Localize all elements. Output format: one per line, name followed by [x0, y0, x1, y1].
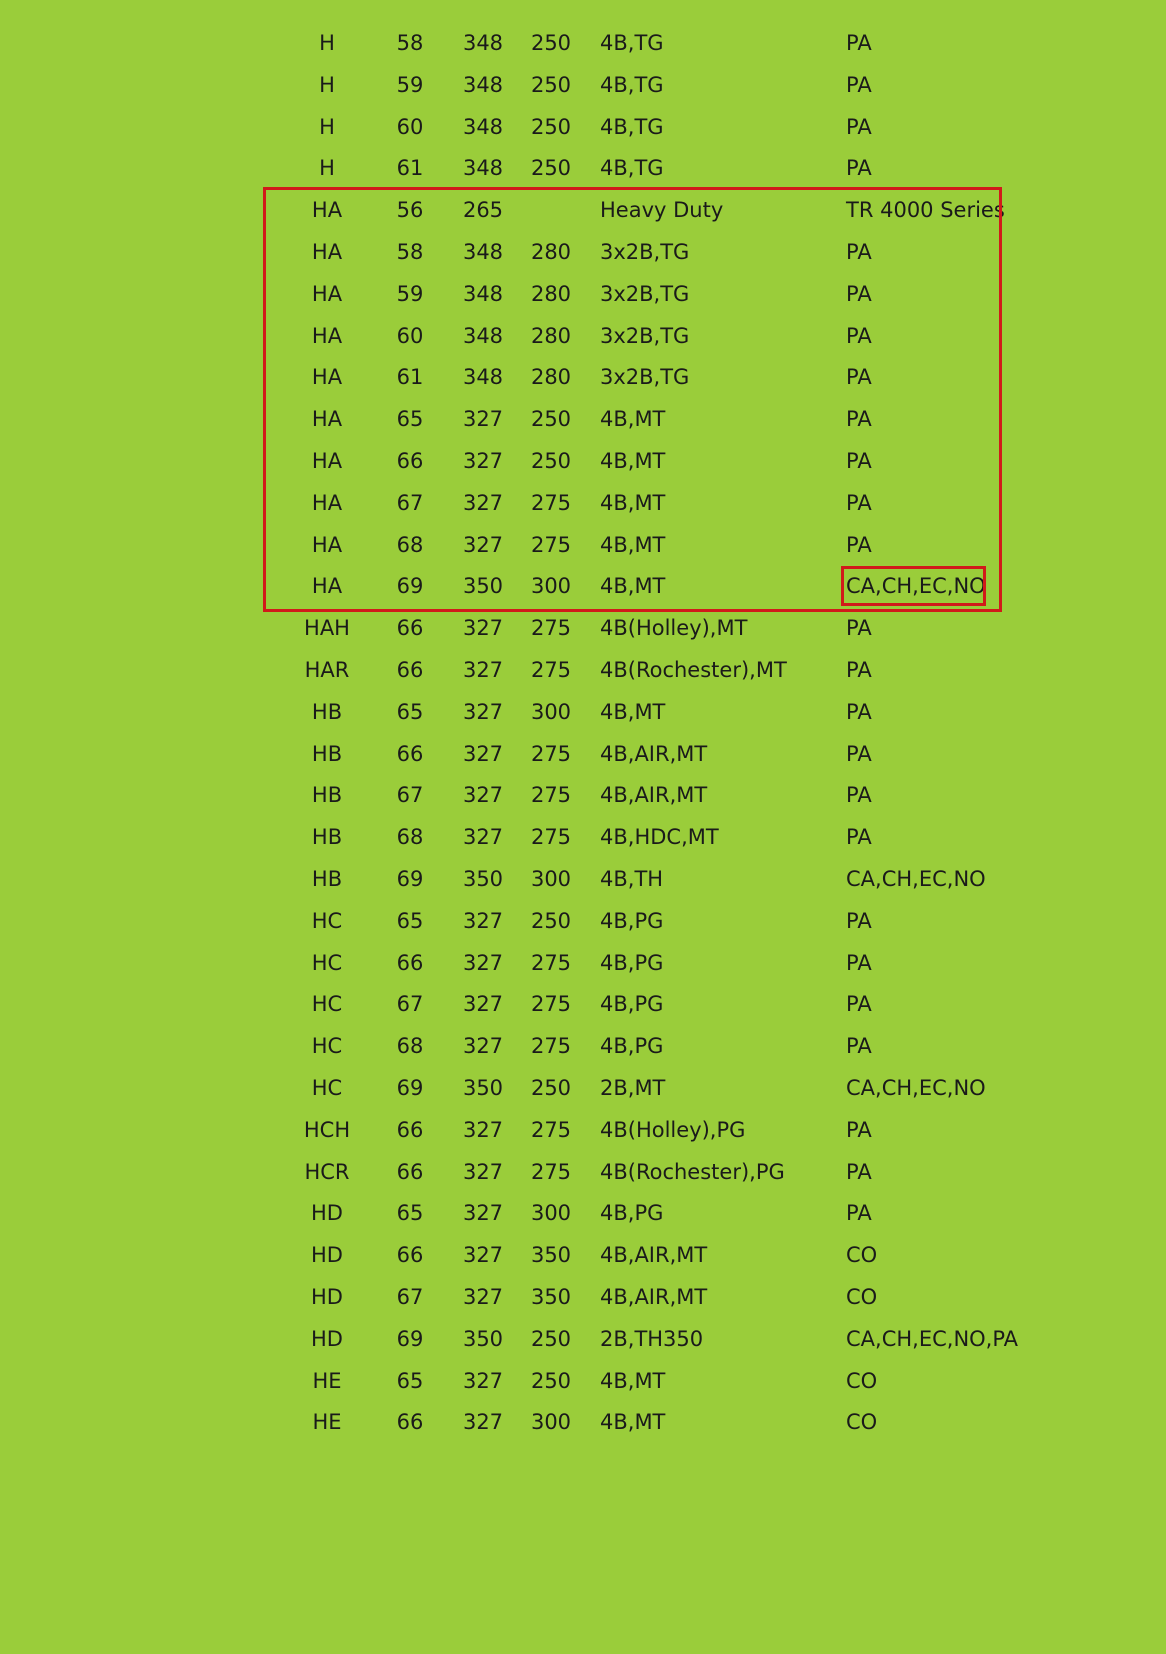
plant-cell: CO [846, 1284, 878, 1309]
engine-code-cell: H [319, 31, 335, 55]
table-row [0, 1193, 1166, 1235]
table-row [0, 1110, 1166, 1152]
engine-code-cell: HC [311, 950, 343, 975]
engine-code-cell: HA [311, 239, 343, 264]
table-row [0, 316, 1166, 358]
displacement-cell: 327 [462, 908, 504, 933]
description-cell: 4B,TH [600, 866, 664, 891]
year-cell: 66 [396, 1243, 424, 1268]
engine-code-cell: HE [312, 1410, 342, 1435]
year-cell: 60 [396, 114, 424, 139]
table-row [0, 23, 1166, 65]
engine-code-cell: HD [311, 1201, 343, 1226]
year-cell: 67 [396, 783, 424, 808]
table-row [0, 901, 1166, 943]
horsepower-cell: 350 [530, 1284, 572, 1309]
year-cell: 69 [396, 1075, 424, 1100]
description-cell: 4B,AIR,MT [600, 1243, 708, 1268]
table-row [0, 399, 1166, 441]
plant-cell: PA [846, 1159, 872, 1184]
plant-cell: CA,CH,EC,NO,PA [846, 1326, 1019, 1351]
horsepower-cell: 300 [530, 574, 572, 599]
plant-cell: PA [846, 1117, 872, 1142]
horsepower-cell: 250 [530, 1368, 572, 1393]
table-row [0, 107, 1166, 149]
plant-cell: PA [846, 783, 872, 808]
plant-cell: PA [846, 156, 872, 181]
year-cell: 65 [396, 908, 424, 933]
year-cell: 61 [396, 156, 424, 181]
table-row [0, 441, 1166, 483]
year-cell: 65 [396, 1368, 424, 1393]
engine-code-cell: HCR [304, 1159, 350, 1184]
displacement-cell: 327 [462, 616, 504, 641]
year-cell: 66 [396, 657, 424, 682]
displacement-cell: 350 [462, 1326, 504, 1351]
year-cell: 65 [396, 699, 424, 724]
description-cell: 4B,TG [600, 31, 664, 55]
plant-cell: PA [846, 407, 872, 432]
plant-cell: TR 4000 Series [846, 198, 1005, 223]
engine-code-cell: HD [311, 1284, 343, 1309]
displacement-cell: 265 [462, 198, 504, 223]
engine-code-cell: HAH [304, 616, 350, 641]
engine-code-cell: HB [311, 825, 343, 850]
plant-cell: PA [846, 657, 872, 682]
description-cell: 4B,PG [600, 992, 664, 1017]
displacement-cell: 327 [462, 490, 504, 515]
description-cell: 4B,TG [600, 114, 664, 139]
displacement-cell: 348 [462, 365, 504, 390]
displacement-cell: 327 [462, 1410, 504, 1435]
displacement-cell: 327 [462, 741, 504, 766]
description-cell: 4B,MT [600, 407, 666, 432]
displacement-cell: 327 [462, 1368, 504, 1393]
year-cell: 66 [396, 616, 424, 641]
displacement-cell: 327 [462, 1201, 504, 1226]
displacement-cell: 348 [462, 323, 504, 348]
engine-code-cell: H [319, 156, 335, 181]
engine-code-cell: HA [311, 574, 343, 599]
horsepower-cell: 300 [530, 1410, 572, 1435]
horsepower-cell: 275 [530, 1117, 572, 1142]
year-cell: 69 [396, 574, 424, 599]
table-row [0, 692, 1166, 734]
horsepower-cell: 250 [530, 448, 572, 473]
displacement-cell: 348 [462, 281, 504, 306]
displacement-cell: 348 [462, 114, 504, 139]
horsepower-cell: 275 [530, 741, 572, 766]
displacement-cell: 350 [462, 866, 504, 891]
horsepower-cell: 350 [530, 1243, 572, 1268]
table-row [0, 65, 1166, 107]
displacement-cell: 327 [462, 699, 504, 724]
description-cell: 4B,MT [600, 490, 666, 515]
plant-cell: PA [846, 365, 872, 390]
description-cell: 4B,AIR,MT [600, 1284, 708, 1309]
engine-code-cell: HC [311, 992, 343, 1017]
description-cell: 4B,PG [600, 908, 664, 933]
description-cell: 4B,HDC,MT [600, 825, 719, 850]
description-cell: 4B,AIR,MT [600, 783, 708, 808]
horsepower-cell: 250 [530, 31, 572, 55]
description-cell: 4B,AIR,MT [600, 741, 708, 766]
table-row [0, 1402, 1166, 1444]
description-cell: 4B,TG [600, 72, 664, 97]
plant-cell: PA [846, 532, 872, 557]
horsepower-cell: 280 [530, 365, 572, 390]
description-cell: 3x2B,TG [600, 239, 690, 264]
horsepower-cell: 250 [530, 908, 572, 933]
horsepower-cell: 300 [530, 699, 572, 724]
plant-cell: PA [846, 31, 872, 55]
table-row [0, 566, 1166, 608]
year-cell: 66 [396, 1410, 424, 1435]
engine-code-cell: HD [311, 1243, 343, 1268]
year-cell: 67 [396, 490, 424, 515]
displacement-cell: 327 [462, 1034, 504, 1059]
engine-code-cell: HE [312, 1368, 342, 1393]
year-cell: 68 [396, 532, 424, 557]
displacement-cell: 327 [462, 825, 504, 850]
horsepower-cell: 275 [530, 992, 572, 1017]
engine-code-cell: HAR [304, 657, 350, 682]
description-cell: 4B,MT [600, 1410, 666, 1435]
description-cell: 4B,MT [600, 699, 666, 724]
table-row [0, 734, 1166, 776]
description-cell: 3x2B,TG [600, 323, 690, 348]
description-cell: 4B,TG [600, 156, 664, 181]
engine-code-cell: HB [311, 783, 343, 808]
horsepower-cell: 250 [530, 1326, 572, 1351]
year-cell: 68 [396, 825, 424, 850]
horsepower-cell: 275 [530, 532, 572, 557]
engine-code-cell: HC [311, 1034, 343, 1059]
engine-code-cell: HCH [303, 1117, 351, 1142]
horsepower-cell: 275 [530, 1159, 572, 1184]
plant-cell: PA [846, 908, 872, 933]
year-cell: 66 [396, 448, 424, 473]
horsepower-cell: 250 [530, 72, 572, 97]
plant-cell: PA [846, 490, 872, 515]
year-cell: 65 [396, 407, 424, 432]
table-row [0, 1319, 1166, 1361]
horsepower-cell: 250 [530, 1075, 572, 1100]
plant-cell: PA [846, 281, 872, 306]
year-cell: 67 [396, 1284, 424, 1309]
plant-cell: CO [846, 1368, 878, 1393]
year-cell: 66 [396, 950, 424, 975]
displacement-cell: 348 [462, 239, 504, 264]
horsepower-cell: 275 [530, 783, 572, 808]
plant-cell: PA [846, 825, 872, 850]
table-row [0, 608, 1166, 650]
displacement-cell: 327 [462, 1243, 504, 1268]
engine-code-cell: HC [311, 1075, 343, 1100]
table-row [0, 650, 1166, 692]
engine-code-cell: HB [311, 741, 343, 766]
description-cell: 4B,MT [600, 532, 666, 557]
table-row [0, 232, 1166, 274]
table-row [0, 943, 1166, 985]
horsepower-cell: 250 [530, 114, 572, 139]
year-cell: 69 [396, 1326, 424, 1351]
plant-cell: CO [846, 1410, 878, 1435]
description-cell: Heavy Duty [600, 198, 724, 223]
engine-code-cell: HA [311, 198, 343, 223]
table-row [0, 775, 1166, 817]
displacement-cell: 348 [462, 31, 504, 55]
horsepower-cell: 275 [530, 616, 572, 641]
displacement-cell: 327 [462, 532, 504, 557]
table-row [0, 1361, 1166, 1403]
engine-code-cell: HA [311, 281, 343, 306]
plant-cell: PA [846, 992, 872, 1017]
table-row [0, 357, 1166, 399]
year-cell: 59 [396, 72, 424, 97]
engine-code-cell: HA [311, 407, 343, 432]
displacement-cell: 327 [462, 1117, 504, 1142]
horsepower-cell: 280 [530, 239, 572, 264]
year-cell: 67 [396, 992, 424, 1017]
horsepower-cell: 275 [530, 950, 572, 975]
year-cell: 65 [396, 1201, 424, 1226]
description-cell: 4B,MT [600, 574, 666, 599]
description-cell: 2B,TH350 [600, 1326, 704, 1351]
plant-cell: PA [846, 1034, 872, 1059]
horsepower-cell: 275 [530, 1034, 572, 1059]
displacement-cell: 327 [462, 992, 504, 1017]
description-cell: 4B,MT [600, 448, 666, 473]
displacement-cell: 327 [462, 407, 504, 432]
table-row [0, 274, 1166, 316]
table-row [0, 525, 1166, 567]
description-cell: 4B(Rochester),PG [600, 1159, 785, 1184]
table-row [0, 190, 1166, 232]
year-cell: 66 [396, 1159, 424, 1184]
horsepower-cell: 275 [530, 657, 572, 682]
engine-code-cell: HA [311, 448, 343, 473]
description-cell: 4B,PG [600, 1201, 664, 1226]
engine-code-cell: HB [311, 866, 343, 891]
table-row [0, 1277, 1166, 1319]
displacement-cell: 327 [462, 783, 504, 808]
engine-code-cell: HB [311, 699, 343, 724]
year-cell: 58 [396, 239, 424, 264]
year-cell: 68 [396, 1034, 424, 1059]
year-cell: 56 [396, 198, 424, 223]
year-cell: 61 [396, 365, 424, 390]
plant-cell: CA,CH,EC,NO [846, 866, 986, 891]
year-cell: 59 [396, 281, 424, 306]
displacement-cell: 348 [462, 72, 504, 97]
horsepower-cell: 300 [530, 866, 572, 891]
plant-cell: PA [846, 699, 872, 724]
table-row [0, 1235, 1166, 1277]
year-cell: 66 [396, 1117, 424, 1142]
horsepower-cell: 275 [530, 490, 572, 515]
displacement-cell: 350 [462, 1075, 504, 1100]
plant-cell: PA [846, 616, 872, 641]
displacement-cell: 327 [462, 448, 504, 473]
displacement-cell: 327 [462, 657, 504, 682]
table-row [0, 1026, 1166, 1068]
description-cell: 3x2B,TG [600, 281, 690, 306]
engine-code-cell: HA [311, 323, 343, 348]
description-cell: 2B,MT [600, 1075, 666, 1100]
year-cell: 66 [396, 741, 424, 766]
plant-cell: PA [846, 72, 872, 97]
table-row [0, 483, 1166, 525]
engine-code-table [0, 23, 1166, 1444]
engine-code-cell: HA [311, 532, 343, 557]
plant-cell: PA [846, 1201, 872, 1226]
description-cell: 4B(Rochester),MT [600, 657, 787, 682]
year-cell: 58 [396, 31, 424, 55]
table-row [0, 859, 1166, 901]
plant-cell: CA,CH,EC,NO [846, 574, 986, 599]
table-row [0, 1152, 1166, 1194]
engine-code-cell: HC [311, 908, 343, 933]
description-cell: 4B(Holley),PG [600, 1117, 746, 1142]
horsepower-cell: 250 [530, 156, 572, 181]
description-cell: 4B(Holley),MT [600, 616, 748, 641]
table-row [0, 1068, 1166, 1110]
plant-cell: PA [846, 239, 872, 264]
plant-cell: PA [846, 741, 872, 766]
table-row [0, 817, 1166, 859]
plant-cell: CO [846, 1243, 878, 1268]
plant-cell: PA [846, 448, 872, 473]
plant-cell: CA,CH,EC,NO [846, 1075, 986, 1100]
table-row [0, 148, 1166, 190]
table-row [0, 984, 1166, 1026]
displacement-cell: 348 [462, 156, 504, 181]
engine-code-cell: H [319, 72, 335, 97]
horsepower-cell: 280 [530, 281, 572, 306]
description-cell: 3x2B,TG [600, 365, 690, 390]
horsepower-cell: 300 [530, 1201, 572, 1226]
plant-cell: PA [846, 114, 872, 139]
displacement-cell: 327 [462, 1159, 504, 1184]
horsepower-cell: 250 [530, 407, 572, 432]
plant-cell: PA [846, 323, 872, 348]
engine-code-cell: HA [311, 490, 343, 515]
engine-code-cell: HD [311, 1326, 343, 1351]
description-cell: 4B,MT [600, 1368, 666, 1393]
engine-code-cell: HA [311, 365, 343, 390]
year-cell: 69 [396, 866, 424, 891]
horsepower-cell: 280 [530, 323, 572, 348]
plant-cell: PA [846, 950, 872, 975]
year-cell: 60 [396, 323, 424, 348]
displacement-cell: 327 [462, 1284, 504, 1309]
description-cell: 4B,PG [600, 950, 664, 975]
description-cell: 4B,PG [600, 1034, 664, 1059]
displacement-cell: 327 [462, 950, 504, 975]
engine-code-cell: H [319, 114, 335, 139]
horsepower-cell: 275 [530, 825, 572, 850]
displacement-cell: 350 [462, 574, 504, 599]
